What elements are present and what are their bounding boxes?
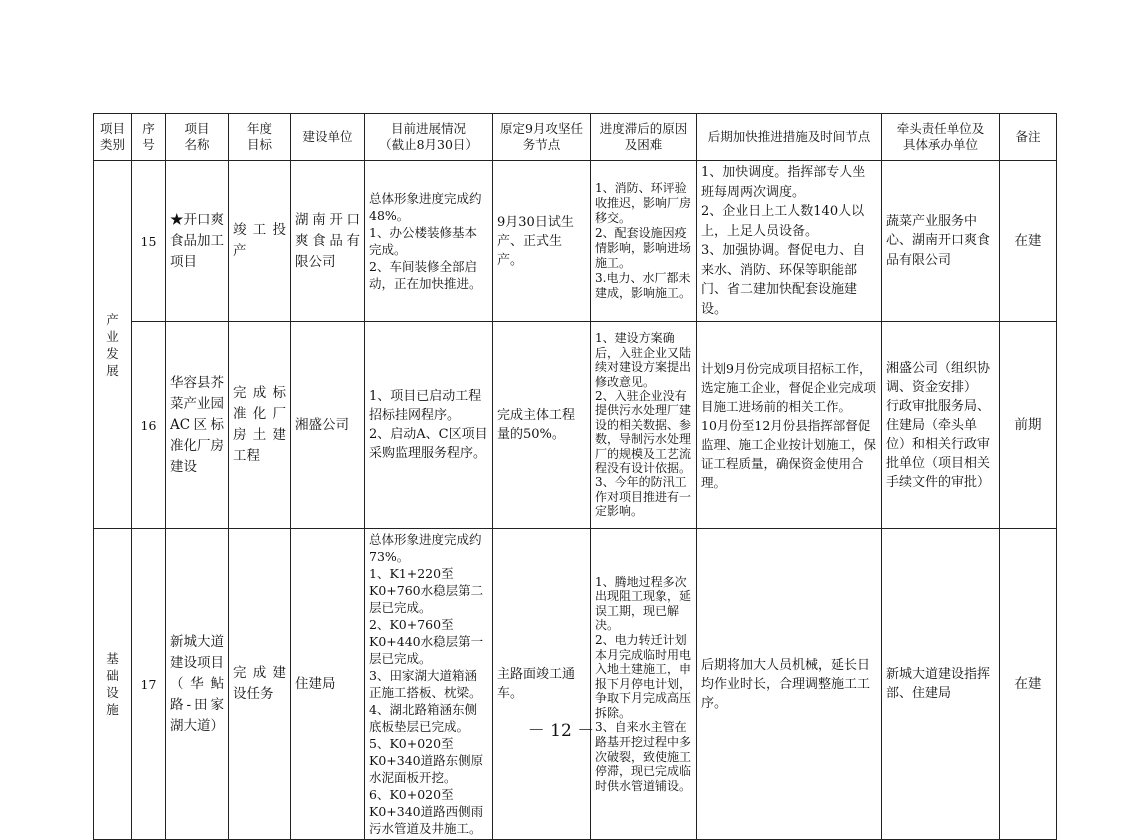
header-project-name: 项目 名称 [166, 114, 229, 161]
builder-unit: 湖南开口爽食品有限公司 [291, 161, 365, 322]
project-name: ★开口爽食品加工项目 [166, 161, 229, 322]
project-name: 新城大道建设项目（华鲇路-田家湖大道） [166, 529, 229, 840]
header-lead-unit: 牵头责任单位及 具体承办单位 [882, 114, 1000, 161]
remark: 在建 [1000, 161, 1057, 322]
remark: 在建 [1000, 529, 1057, 840]
annual-target: 完成标准化厂房土建工程 [229, 322, 291, 529]
project-name: 华容县芥菜产业园AC区标准化厂房建设 [166, 322, 229, 529]
delay-reasons: 1、建设方案确后，入驻企业又陆续对建设方案提出修改意见。 2、入驻企业没有提供污水处理厂建设的相关数据、参数，导制污水处理厂的规模及工艺流程没有设计依据。 3、今年的防汛工作对项目推进有一定影响。 [591, 322, 697, 529]
remark: 前期 [1000, 322, 1057, 529]
sept-node: 完成主体工程量的50%。 [493, 322, 591, 529]
annual-target: 完成建设任务 [229, 529, 291, 840]
table-row [94, 161, 1057, 322]
header-remark: 备注 [1000, 114, 1057, 161]
progress-text: 总体形象进度完成约73%。 1、K1+220至K0+760水稳层第二层已完成。 2、K0+760至K0+440水稳层第一层已完成。 3、田家湖大道箱涵正施工搭板、枕梁。 4、湖北路箱涵东侧底板垫层已完成。 5、K0+020至K0+340道路东侧原水泥面板开挖。 6、K0+020至K0+340道路西侧雨污水管道及井施工。 [365, 529, 493, 840]
header-row [94, 114, 1057, 161]
header-builder: 建设单位 [291, 114, 365, 161]
measures-text: 计划9月份完成项目招标工作，选定施工企业，督促企业完成项目施工进场前的相关工作。 10月份至12月份县指挥部督促监理、施工企业按计划施工，保证工程质量，确保资金使用合理。 [697, 322, 882, 529]
row-number: 16 [132, 322, 166, 529]
sept-node: 主路面竣工通车。 [493, 529, 591, 840]
delay-reasons: 1、消防、环评验收推迟，影响厂房移交。 2、配套设施因疫情影响，影响进场施工。 3.电力、水厂都未建成，影响施工。 [591, 161, 697, 322]
header-annual-target: 年度 目标 [229, 114, 291, 161]
header-delay-reasons: 进度滞后的原因 及困难 [591, 114, 697, 161]
annual-target: 竣工投产 [229, 161, 291, 322]
measures-text: 1、加快调度。指挥部专人坐班每周两次调度。 2、企业日上工人数140人以上，上足人员设备。 3、加强协调。督促电力、自来水、消防、环保等职能部门、省二建加快配套设施建设。 [697, 161, 882, 322]
table-row [94, 322, 1057, 529]
page-number: － 12 － [527, 721, 595, 741]
header-measures: 后期加快推进措施及时间节点 [697, 114, 882, 161]
category-cell: 产 业 发 展 [94, 161, 132, 529]
lead-unit: 蔬菜产业服务中心、湖南开口爽食品有限公司 [882, 161, 1000, 322]
lead-unit: 湘盛公司（组织协调、资金安排） 行政审批服务局、住建局（牵头单位）和相关行政审批单位（项目相关手续文件的审批） [882, 322, 1000, 529]
header-number: 序 号 [132, 114, 166, 161]
lead-unit: 新城大道建设指挥部、住建局 [882, 529, 1000, 840]
category-cell: 基 础 设 施 [94, 529, 132, 840]
builder-unit: 住建局 [291, 529, 365, 840]
header-sept-node: 原定9月攻坚任 务节点 [493, 114, 591, 161]
row-number: 17 [132, 529, 166, 840]
progress-text: 1、项目已启动工程招标挂网程序。 2、启动A、C区项目采购监理服务程序。 [365, 322, 493, 529]
delay-reasons: 1、腾地过程多次出现阻工现象，延误工期，现已解决。 2、电力转迁计划本月完成临时用电入地土建施工，申报下月停电计划，争取下月完成高压拆除。 3、自来水主管在路基开挖过程中多次破裂，致使施工停滞，现已完成临时供水管道铺设。 [591, 529, 697, 840]
header-category: 项目 类别 [94, 114, 132, 161]
measures-text: 后期将加大人员机械，延长日均作业时长，合理调整施工工序。 [697, 529, 882, 840]
progress-text: 总体形象进度完成约48%。 1、办公楼装修基本完成。 2、车间装修全部启动，正在加快推进。 [365, 161, 493, 322]
builder-unit: 湘盛公司 [291, 322, 365, 529]
row-number: 15 [132, 161, 166, 322]
header-progress: 目前进展情况 （截止8月30日） [365, 114, 493, 161]
sept-node: 9月30日试生产、正式生产。 [493, 161, 591, 322]
